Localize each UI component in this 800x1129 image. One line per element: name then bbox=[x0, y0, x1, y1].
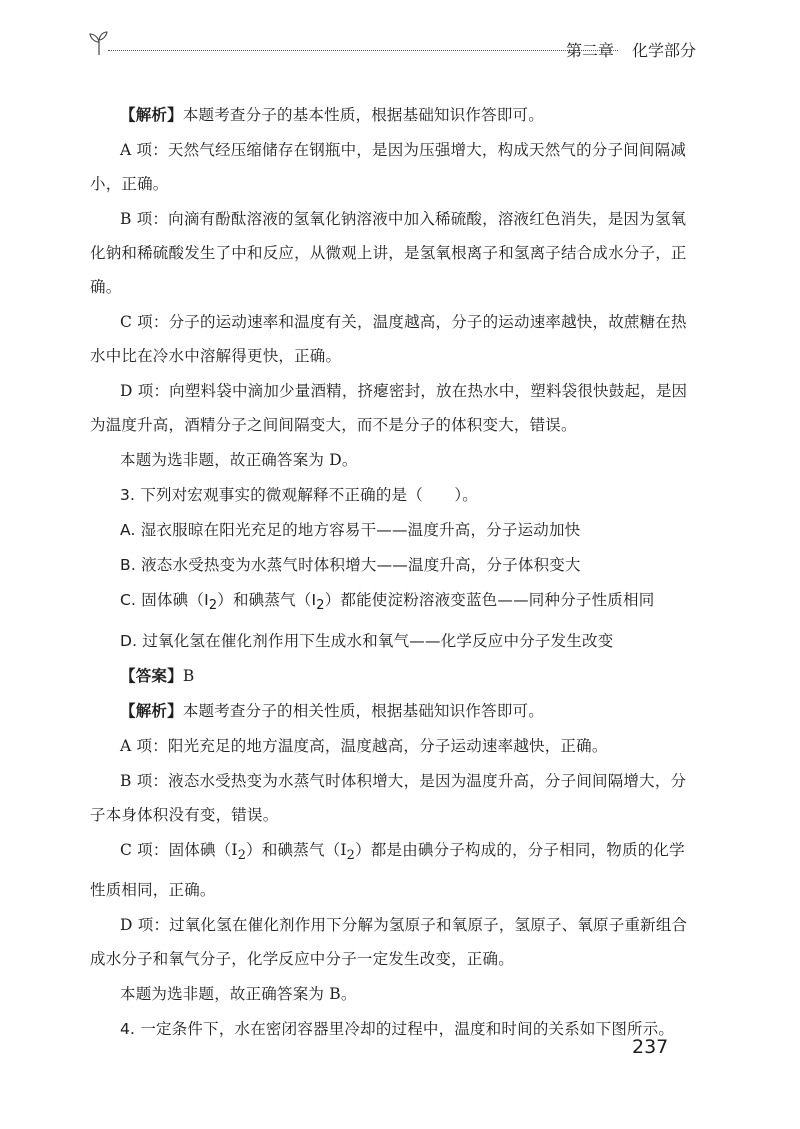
page-header bbox=[88, 30, 696, 64]
item-c-explanation: C 项：分子的运动速率和温度有关，温度越高，分子的运动速率越快，故蔗糖在热水中比在冷水中溶解得更快，正确。 bbox=[90, 313, 687, 365]
option-d: D. 过氧化氢在催化剂作用下生成水和氧气——化学反应中分子发生改变 bbox=[120, 632, 614, 651]
answer-line bbox=[90, 659, 690, 693]
analysis-label: 【解析】 bbox=[120, 701, 183, 721]
answer-label: 【答案】 bbox=[120, 666, 183, 686]
section-name: 化学部分 bbox=[631, 41, 696, 60]
iodine-formula: $I_2$ bbox=[231, 841, 247, 864]
page-body bbox=[90, 98, 690, 1047]
iodine-formula: $I_2$ bbox=[311, 591, 325, 614]
answer-summary: 本题为选非题，故正确答案为 B。 bbox=[120, 985, 357, 1004]
explanation-a: A 项：阳光充足的地方温度高，温度越高，分子运动速率越快，正确。 bbox=[120, 737, 608, 756]
explanation-b: B 项：液态水受热变为水蒸气时体积增大，是因为温度升高，分子间间隔增大，分子本身体积没有变，错误。 bbox=[90, 772, 687, 825]
analysis-text: 本题考查分子的相关性质，根据基础知识作答即可。 bbox=[182, 702, 544, 721]
item-a-explanation: A 项：天然气经压缩储存在钢瓶中，是因为压强增大，构成天然气的分子间间隔减小，正确。 bbox=[90, 141, 687, 193]
chapter-title bbox=[548, 38, 696, 61]
option-a: A. 湿衣服晾在阳光充足的地方容易干——温度升高，分子运动加快 bbox=[120, 521, 581, 539]
analysis-paragraph bbox=[90, 98, 690, 132]
explanation-d: D 项：过氧化氢在催化剂作用下分解为氢原子和氧原子，氢原子、氧原子重新组合成水分子和氧气分子，化学反应中分子一定发生改变，正确。 bbox=[90, 916, 688, 969]
iodine-formula: $I_2$ bbox=[340, 841, 356, 864]
sprout-icon bbox=[88, 30, 110, 56]
analysis-paragraph bbox=[90, 694, 690, 728]
option-b: B. 液态水受热变为水蒸气时体积增大——温度升高，分子体积变大 bbox=[120, 556, 581, 574]
option-c: C. 固体碘$(I_2)$和碘蒸气$(I_2)$都能使淀粉溶液变蓝色——同种分子性质相同 bbox=[120, 591, 655, 614]
question-3: 3. 下列对宏观事实的微观解释不正确的是（ ）。 bbox=[120, 486, 478, 504]
item-b-explanation: B 项：向滴有酚酞溶液的氢氧化钠溶液中加入稀硫酸，溶液红色消失，是因为氢氧化钠和稀硫酸发生了中和反应，从微观上讲，是氢氧根离子和氢离子结合成水分子，正确。 bbox=[90, 210, 687, 296]
answer-value: B bbox=[182, 667, 195, 686]
question-4: 4. 一定条件下，水在密闭容器里冷却的过程中，温度和时间的关系如下图所示。 bbox=[120, 1020, 675, 1039]
analysis-text: 本题考查分子的基本性质，根据基础知识作答即可。 bbox=[182, 106, 544, 124]
explanation-c: C 项：固体碘$(I_2)$和碘蒸气$(I_2)$都是由碘分子构成的，分子相同，物质的化学性质相同，正确。 bbox=[90, 841, 685, 900]
iodine-formula: $I_2$ bbox=[204, 591, 218, 614]
item-d-explanation: D 项：向塑料袋中滴加少量酒精，挤瘪密封，放在热水中，塑料袋很快鼓起，是因为温度升高，酒精分子之间间隔变大，而不是分子的体积变大，错误。 bbox=[90, 382, 688, 434]
header-rule bbox=[108, 50, 618, 51]
answer-summary: 本题为选非题，故正确答案为 D。 bbox=[120, 451, 358, 469]
page-number: 237 bbox=[632, 1036, 669, 1058]
chapter-number: 第二章 bbox=[565, 41, 614, 60]
analysis-label: 【解析】 bbox=[120, 105, 183, 124]
